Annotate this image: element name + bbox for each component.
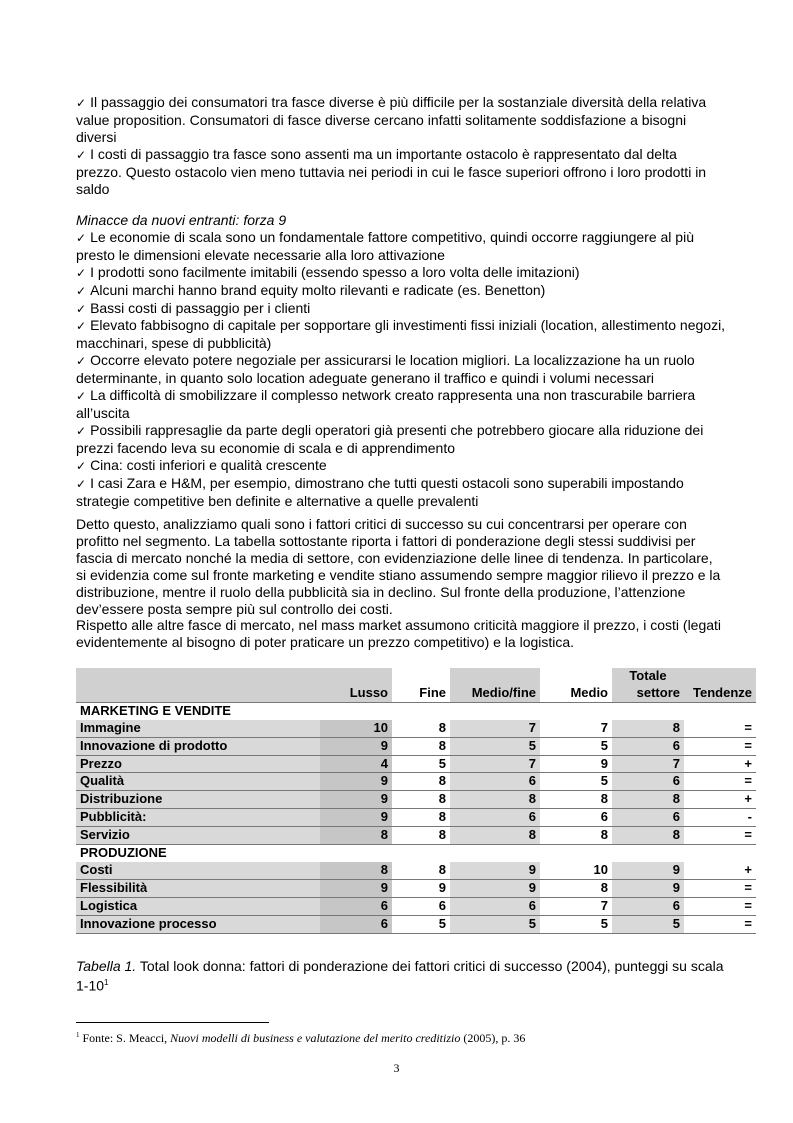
column-header: Tendenze xyxy=(684,685,756,702)
check-icon: ✓ xyxy=(76,423,87,438)
trend-cell: + xyxy=(684,791,756,809)
table-cell: 5 xyxy=(540,737,612,755)
table-cell: 8 xyxy=(612,827,684,845)
table-cell: 5 xyxy=(540,773,612,791)
table-cell: 8 xyxy=(320,862,392,879)
section-row xyxy=(76,845,756,862)
table-cell: 5 xyxy=(450,737,540,755)
trend-cell: = xyxy=(684,879,756,897)
row-label: Distribuzione xyxy=(76,791,320,809)
table-cell: 6 xyxy=(612,773,684,791)
list-item: ✓ Possibili rappresaglie da parte degli operatori già presenti che potrebbero giocare alla riduzione dei prezzi facendo leva su economie di scala e di apprendimento xyxy=(76,421,704,456)
table-cell: 8 xyxy=(392,773,450,791)
table-row xyxy=(76,879,756,897)
row-label: Qualità xyxy=(76,773,320,791)
table-cell: 8 xyxy=(450,827,540,845)
table-cell: 8 xyxy=(320,827,392,845)
header-row-2 xyxy=(76,685,756,702)
row-label: Prezzo xyxy=(76,755,320,773)
table-cell: 8 xyxy=(392,737,450,755)
section-row xyxy=(76,702,756,719)
row-label: Pubblicità: xyxy=(76,809,320,827)
trend-cell: = xyxy=(684,773,756,791)
table-cell: 9 xyxy=(320,791,392,809)
table-cell: 7 xyxy=(540,897,612,915)
check-icon: ✓ xyxy=(76,389,87,404)
check-icon: ✓ xyxy=(76,96,87,110)
row-label: Immagine xyxy=(76,720,320,737)
table-cell: 6 xyxy=(612,809,684,827)
table-cell: 8 xyxy=(540,879,612,897)
column-header: Fine xyxy=(392,685,450,702)
table-cell: 6 xyxy=(392,897,450,915)
analysis-text xyxy=(76,516,726,651)
check-icon: ✓ xyxy=(76,354,87,369)
row-label: Costi xyxy=(76,862,320,879)
row-label: Innovazione di prodotto xyxy=(76,737,320,755)
table-cell: 8 xyxy=(540,791,612,809)
table-cell: 9 xyxy=(450,862,540,879)
row-label: Servizio xyxy=(76,827,320,845)
paragraph: Rispetto alle altre fasce di mercato, nel mass market assumono criticità maggiore il prezzo, i costi (legati evidentemente al bisogno di poter praticare un prezzo competitivo) e la logistica. xyxy=(76,617,722,651)
table-row xyxy=(76,720,756,737)
trend-cell: = xyxy=(684,827,756,845)
list-item: ✓ Occorre elevato potere negoziale per assicurarsi le location migliori. La localizzazione ha un ruolo determinante, in quanto solo location adeguate generano il traffico e quindi i volumi necessari xyxy=(76,352,695,387)
check-icon: ✓ xyxy=(76,476,87,491)
table-row xyxy=(76,827,756,845)
table-cell: 8 xyxy=(392,720,450,737)
threats-section xyxy=(76,212,726,509)
table-cell: 10 xyxy=(320,720,392,737)
table-cell: 5 xyxy=(540,915,612,933)
list-item: ✓ I prodotti sono facilmente imitabili (essendo spesso a loro volta delle imitazioni) xyxy=(76,263,580,280)
success-factors-table xyxy=(76,668,756,934)
list-item: ✓ I casi Zara e H&M, per esempio, dimostrano che tutti questi ostacoli sono superabili impostando strategie competitive ben definite e alternative a quelle prevalenti xyxy=(76,474,684,509)
table-cell: 7 xyxy=(612,755,684,773)
section-title: PRODUZIONE xyxy=(80,845,167,861)
table-row xyxy=(76,862,756,879)
table-cell: 9 xyxy=(612,879,684,897)
list-item: ✓ Il passaggio dei consumatori tra fasce diverse è più difficile per la sostanziale diversità della relativa value proposition. Consumatori di fasce diverse cercano infatti solitamente soddisfazione a bisogni diversi xyxy=(76,94,707,145)
intro-bullets xyxy=(76,94,726,197)
check-icon: ✓ xyxy=(76,283,87,298)
column-header: Lusso xyxy=(320,685,392,702)
trend-cell: - xyxy=(684,809,756,827)
table-cell: 6 xyxy=(320,897,392,915)
table-row xyxy=(76,755,756,773)
table-cell: 6 xyxy=(450,809,540,827)
trend-cell: = xyxy=(684,720,756,737)
page-number: 3 xyxy=(393,1061,400,1075)
table-cell: 9 xyxy=(320,737,392,755)
list-item: ✓ Elevato fabbisogno di capitale per sopportare gli investimenti fissi iniziali (location, allestimento negozi, macchinari, spese di pubblicità) xyxy=(76,317,726,352)
header-row-1 xyxy=(76,668,756,685)
list-item: ✓ Bassi costi di passaggio per i clienti xyxy=(76,299,311,316)
table-cell: 9 xyxy=(540,755,612,773)
table-cell: 5 xyxy=(392,755,450,773)
table-cell: 6 xyxy=(540,809,612,827)
trend-cell: + xyxy=(684,862,756,879)
trend-cell: = xyxy=(684,897,756,915)
table-cell: 9 xyxy=(612,862,684,879)
table-row xyxy=(76,773,756,791)
table-row xyxy=(76,915,756,933)
table-cell: 8 xyxy=(392,809,450,827)
table-cell: 7 xyxy=(450,755,540,773)
list-item: ✓ Le economie di scala sono un fondamentale fattore competitivo, quindi occorre raggiungere al più presto le dimensioni elevate necessarie alla loro attivazione xyxy=(76,228,694,263)
list-item: ✓ La difficoltà di smobilizzare il complesso network creato rappresenta una non trascurabile barriera all’uscita xyxy=(76,387,696,421)
table-cell: 8 xyxy=(612,791,684,809)
table-cell: 8 xyxy=(392,862,450,879)
trend-cell: = xyxy=(684,737,756,755)
table-cell: 5 xyxy=(392,915,450,933)
table-caption: Tabella 1. Total look donna: fattori di ponderazione dei fattori critici di successo (2004), punteggi su scala $1-10^1$ xyxy=(76,958,724,994)
check-icon: ✓ xyxy=(76,458,87,473)
section-heading: Minacce da nuovi entranti: forza 9 xyxy=(76,212,287,228)
table-row xyxy=(76,791,756,809)
table-row xyxy=(76,737,756,755)
row-label: Logistica xyxy=(76,897,320,915)
table-cell: 6 xyxy=(612,737,684,755)
section-title: MARKETING E VENDITE xyxy=(80,702,231,718)
check-icon: ✓ xyxy=(76,230,87,245)
table-row xyxy=(76,809,756,827)
list-item: ✓ I costi di passaggio tra fasce sono assenti ma un importante ostacolo è rappresentato dal delta prezzo. Questo ostacolo vien meno tuttavia nei periodi in cui le fasce superiori offrono i loro prodotti in saldo xyxy=(76,145,707,197)
table-cell: 7 xyxy=(450,720,540,737)
table-cell: 5 xyxy=(612,915,684,933)
column-header: Medio xyxy=(540,685,612,702)
column-header: Medio/fine xyxy=(450,685,540,702)
table-cell: 10 xyxy=(540,862,612,879)
table-cell: 9 xyxy=(320,809,392,827)
table-cell: 9 xyxy=(320,773,392,791)
list-item: ✓ Alcuni marchi hanno brand equity molto rilevanti e radicate (es. Benetton) xyxy=(76,281,546,298)
check-icon: ✓ xyxy=(76,319,87,334)
check-icon: ✓ xyxy=(76,301,87,316)
table-cell: 4 xyxy=(320,755,392,773)
table-cell: 8 xyxy=(540,827,612,845)
list-item: ✓ Cina: costi inferiori e qualità crescente xyxy=(76,456,327,473)
table-row xyxy=(76,897,756,915)
table-cell: 7 xyxy=(540,720,612,737)
paragraph: Detto questo, analizziamo quali sono i fattori critici di successo su cui concentrarsi per operare con profitto nel segmento. La tabella sottostante riporta i fattori di ponderazione degli stessi suddivisi per fascia di mercato nonché la media di settore, con evidenziazione delle linee di tendenza. In particolare, si evidenzia come sul fronte marketing e vendite stiano assumendo sempre maggior rilievo il prezzo e la distribuzione, mentre il ruolo della pubblicità sia in declino. Sul fronte della produzione, l’attenzione dev’essere posta sempre più sul controllo dei costi. xyxy=(76,516,721,617)
table-cell: 5 xyxy=(450,915,540,933)
table-cell: 6 xyxy=(450,897,540,915)
column-header: settore xyxy=(612,685,684,702)
table-cell: 6 xyxy=(450,773,540,791)
check-icon: ✓ xyxy=(76,147,87,162)
trend-cell: + xyxy=(684,755,756,773)
check-icon: ✓ xyxy=(76,265,87,280)
footnote: $^1$ Fonte: S. Meacci, Nuovi modelli di business e valutazione del merito creditizio (2005), p. 36 xyxy=(76,1031,526,1045)
table-cell: 6 xyxy=(320,915,392,933)
table-cell: 6 xyxy=(612,897,684,915)
column-header: Totale xyxy=(612,668,684,685)
row-label: Innovazione processo xyxy=(76,915,320,933)
row-label: Flessibilità xyxy=(76,879,320,897)
footnote-divider xyxy=(76,1022,269,1023)
trend-cell: = xyxy=(684,915,756,933)
table-cell: 9 xyxy=(392,879,450,897)
table-cell: 8 xyxy=(450,791,540,809)
table-cell: 9 xyxy=(320,879,392,897)
table-cell: 8 xyxy=(392,791,450,809)
table-cell: 9 xyxy=(450,879,540,897)
table-cell: 8 xyxy=(392,827,450,845)
table-cell: 8 xyxy=(612,720,684,737)
